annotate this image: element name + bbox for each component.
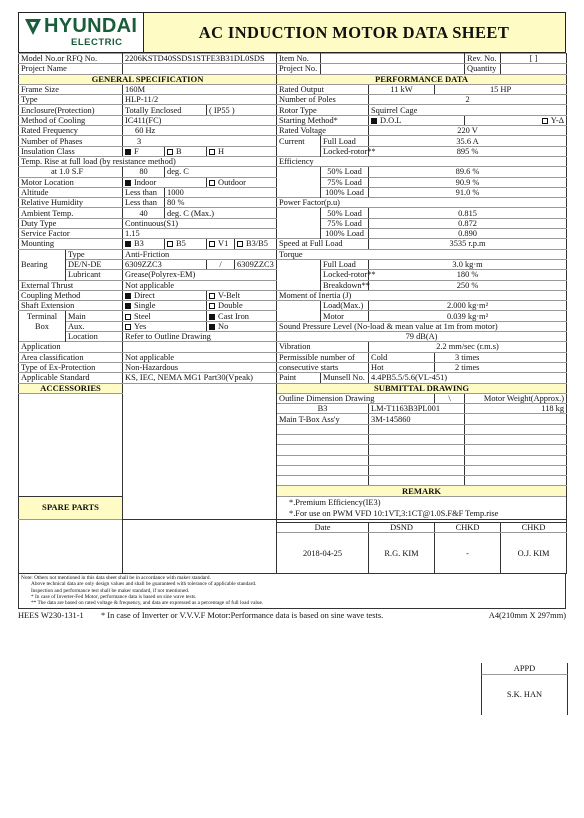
signoff-chkd2: O.J. KIM: [501, 533, 567, 574]
bearing-type-label: Type: [66, 249, 123, 259]
current-full-label: Full Load: [321, 136, 369, 146]
note-line: Inspection and performance test shall be maker standard, if not mentioned.: [31, 587, 190, 594]
coupling-direct-checkbox[interactable]: [125, 293, 131, 299]
project-no-label: Project No.: [277, 64, 321, 74]
rated-voltage-label: Rated Voltage: [277, 126, 369, 136]
enclosure-label: Enclosure(Protection): [19, 105, 123, 115]
terminal-cast-iron-checkbox[interactable]: [209, 314, 215, 320]
insulation-h-option[interactable]: H: [207, 146, 277, 156]
spare-parts-area: [19, 519, 123, 573]
rated-output-hp: 15 HP: [435, 84, 567, 94]
frequency-value: 60 Hz: [123, 126, 277, 136]
mounting-b3b5-option[interactable]: B3/B5: [235, 239, 277, 249]
coupling-vbelt-option[interactable]: V-Belt: [207, 290, 277, 300]
tbox-label: Main T-Box Ass'y: [277, 414, 369, 424]
service-factor-value: 1.15: [123, 229, 277, 239]
signoff-chkd: -: [435, 533, 501, 574]
poles-label: Number of Poles: [277, 95, 369, 105]
starts-cold-label: Cold: [369, 352, 435, 362]
project-no-value: [321, 64, 465, 74]
model-label: Model No.or RFQ No.: [19, 54, 123, 64]
humidity-value: 80 %: [165, 198, 277, 208]
duty-value: Continuous(S1): [123, 218, 277, 228]
model-value: 2206KSTD40SSDS1STFE3B31DL0SDS: [123, 54, 277, 64]
terminal-aux-yes-option[interactable]: Yes: [123, 321, 207, 331]
indoor-checkbox[interactable]: [125, 180, 131, 186]
ambient-label: Ambient Temp.: [19, 208, 123, 218]
motor-weight-value: 118 kg: [465, 404, 567, 414]
power-factor-load-label: 50% Load: [321, 208, 369, 218]
power-factor-value: 0.815: [369, 208, 567, 218]
notes-block: [18, 574, 566, 608]
signoff-dsnd: R.G. KIM: [369, 533, 435, 574]
external-thrust-value: Not applicable: [123, 280, 277, 290]
temp-rise-unit: deg. C: [165, 167, 277, 177]
accessories-area: [19, 393, 123, 496]
locked-rotor-current-value: 895 %: [369, 146, 567, 156]
enclosure-ip: ( IP55 ): [207, 105, 277, 115]
terminal-cast-iron-option[interactable]: Cast Iron: [207, 311, 277, 321]
terminal-aux-label: Aux.: [66, 321, 123, 331]
note-line: Note: Others not mentioned in this data sheet shall be in accordance with maker standard.: [21, 575, 211, 582]
torque-load-label: Full Load: [321, 259, 369, 269]
starts-hot-value: 2 times: [435, 362, 567, 372]
torque-value: 250 %: [369, 280, 567, 290]
starts-label-2: consecutive starts: [277, 362, 369, 372]
dol-option[interactable]: D.O.L: [369, 115, 465, 125]
signoff-appd-header: APPD: [481, 663, 568, 675]
frequency-label: Rated Frequency: [19, 126, 123, 136]
data-sheet: [18, 12, 566, 623]
mounting-b5-checkbox[interactable]: [167, 241, 173, 247]
temp-rise-sf-label: at 1.0 S.F: [19, 167, 123, 177]
rated-output-label: Rated Output: [277, 84, 369, 94]
vibration-label: Vibration: [277, 342, 369, 352]
efficiency-label: Efficiency: [277, 156, 567, 166]
project-name-label: Project Name: [19, 64, 123, 74]
signoff-chkd2-header: CHKD: [501, 522, 567, 532]
phases-label: Number of Phases: [19, 136, 123, 146]
efficiency-value: 91.0 %: [369, 187, 567, 197]
insulation-f-option[interactable]: F: [123, 146, 165, 156]
temp-rise-value: 80: [123, 167, 165, 177]
signoff-chkd-header: CHKD: [435, 522, 501, 532]
ambient-value: 40: [123, 208, 165, 218]
motor-location-label: Motor Location: [19, 177, 123, 187]
torque-load-label: Locked-rotor**: [321, 270, 369, 280]
footer-note: * In case of Inverter or V.V.V.F Motor:Performance data is based on sine wave tests.: [101, 610, 384, 620]
rev-no-label: Rev. No.: [465, 54, 501, 64]
document-title: AC INDUCTION MOTOR DATA SHEET: [198, 23, 510, 42]
cooling-label: Method of Cooling: [19, 115, 123, 125]
efficiency-load-label: 75% Load: [321, 177, 369, 187]
signoff-appd: S.K. HAN: [481, 675, 568, 715]
torque-label: Torque: [277, 249, 567, 259]
signoff-dsnd-header: DSND: [369, 522, 435, 532]
shaft-label: Shaft Extension: [19, 301, 123, 311]
submittal-header: SUBMITTAL DRAWING: [277, 383, 567, 393]
outline-drawing-label: Outline Dimension Drawing: [277, 393, 435, 403]
humidity-prefix: Less than: [123, 198, 165, 208]
performance-header: PERFORMANCE DATA: [277, 74, 567, 84]
hyundai-triangle-icon: [23, 17, 43, 37]
bearing-lubricant-value: Grease(Polyrex-EM): [123, 270, 277, 280]
inertia-load-value: 2.000 kg·m²: [369, 301, 567, 311]
outdoor-checkbox[interactable]: [209, 180, 215, 186]
bearing-de-label: DE/N-DE: [66, 259, 123, 269]
spec-table: [18, 53, 567, 574]
remark-line: *.For use on PWM VFD 10:1VT,3:1CT@1.0S.F&F Temp.rise: [289, 508, 499, 518]
enclosure-value: Totally Enclosed: [123, 105, 207, 115]
terminal-box-label-1: Terminal: [19, 311, 66, 321]
note-line: ** The data are based on rated voltage & frequency, and data are expressed as a percentage of full load value.: [31, 600, 264, 607]
ex-protection-value: Non-Hazardous: [123, 362, 277, 372]
application-label: Application: [19, 342, 123, 352]
current-full-value: 35.6 A: [369, 136, 567, 146]
terminal-main-label: Main: [66, 311, 123, 321]
shaft-double-option[interactable]: Double: [207, 301, 277, 311]
phases-value: 3: [123, 136, 277, 146]
torque-value: 3.0 kg·m: [369, 259, 567, 269]
brand-logo: [19, 13, 144, 52]
rated-voltage-value: 220 V: [369, 126, 567, 136]
altitude-value: 1000: [165, 187, 277, 197]
insulation-b-option[interactable]: B: [165, 146, 207, 156]
shaft-single-option[interactable]: Single: [123, 301, 207, 311]
mounting-b3-option[interactable]: B3: [123, 239, 165, 249]
poles-value: 2: [369, 95, 567, 105]
ex-protection-label: Type of Ex-Protection: [19, 362, 123, 372]
inertia-load-label: Load(Max.): [321, 301, 369, 311]
coupling-direct-option[interactable]: Direct: [123, 290, 207, 300]
quantity-label: Quantity: [465, 64, 501, 74]
cooling-value: IC411(FC): [123, 115, 277, 125]
power-factor-value: 0.890: [369, 229, 567, 239]
sound-value: 79 dB(A): [277, 332, 567, 342]
rotor-type-value: Squirrel Cage: [369, 105, 567, 115]
brand-subtitle: ELECTRIC: [71, 37, 123, 48]
terminal-location-value: Refer to Outline Drawing: [123, 332, 277, 342]
external-thrust-label: External Thrust: [19, 280, 123, 290]
duty-label: Duty Type: [19, 218, 123, 228]
paint-value: 4.4PB5.5/5.6(VL-451): [369, 373, 567, 383]
service-factor-label: Service Factor: [19, 229, 123, 239]
star-delta-checkbox[interactable]: [542, 118, 548, 124]
efficiency-value: 89.6 %: [369, 167, 567, 177]
altitude-label: Altitude: [19, 187, 123, 197]
rotor-type-label: Rotor Type: [277, 105, 369, 115]
starting-method-label: Starting Method*: [277, 115, 369, 125]
coupling-vbelt-checkbox[interactable]: [209, 293, 215, 299]
general-spec-header: GENERAL SPECIFICATION: [19, 74, 277, 84]
temp-rise-label: Temp. Rise at full load (by resistance method): [19, 156, 277, 166]
efficiency-value: 90.9 %: [369, 177, 567, 187]
inertia-motor-label: Motor: [321, 311, 369, 321]
starts-hot-label: Hot: [369, 362, 435, 372]
outdoor-option[interactable]: Outdoor: [207, 177, 277, 187]
indoor-option[interactable]: Indoor: [123, 177, 207, 187]
starts-cold-value: 3 times: [435, 352, 567, 362]
vibration-value: 2.2 mm/sec (r.m.s): [369, 342, 567, 352]
quantity-value: [501, 64, 567, 74]
accessories-header: ACCESSORIES: [19, 383, 123, 393]
bearing-separator: /: [207, 259, 235, 269]
terminal-aux-no-checkbox[interactable]: [209, 324, 215, 330]
mounting-label: Mounting: [19, 239, 123, 249]
current-label: Current: [277, 136, 321, 146]
spare-parts-header: SPARE PARTS: [19, 496, 123, 519]
dol-checkbox[interactable]: [371, 118, 377, 124]
rated-output-kw: 11 kW: [369, 84, 435, 94]
locked-rotor-current-label: Locked-rotor**: [321, 146, 369, 156]
bearing-de-value: 6309ZZC3: [123, 259, 207, 269]
insulation-b-checkbox[interactable]: [167, 149, 173, 155]
form-code: HEES W230-131-1: [18, 610, 84, 620]
item-no-label: Item No.: [277, 54, 321, 64]
remark-header: REMARK: [277, 486, 567, 496]
type-value: HLP-11/2: [123, 95, 277, 105]
munsell-label: Munsell No.: [321, 373, 369, 383]
terminal-aux-yes-checkbox[interactable]: [125, 324, 131, 330]
tbox-drawing-number: 3M-145860: [369, 414, 465, 424]
remark-line: *.Premium Efficiency(IE3): [289, 497, 381, 507]
insulation-f-checkbox[interactable]: [125, 149, 131, 155]
coupling-label: Coupling Method: [19, 290, 123, 300]
altitude-prefix: Less than: [123, 187, 165, 197]
speed-label: Speed at Full Load: [277, 239, 369, 249]
sheet-header: [18, 12, 566, 53]
sound-label: Sound Pressure Level (No-load & mean value at 1m from motor): [277, 321, 567, 331]
torque-value: 180 %: [369, 270, 567, 280]
drawing-mount: B3: [277, 404, 369, 414]
mounting-b5-option[interactable]: B5: [165, 239, 207, 249]
bearing-label: Bearing: [19, 259, 66, 269]
drawing-number: LM-T1163B3PL001: [369, 404, 465, 414]
inertia-label: Moment of Inertia (J): [277, 290, 567, 300]
bearing-type-value: Anti-Friction: [123, 249, 277, 259]
paint-label: Paint: [277, 373, 321, 383]
note-line: Above technical data are only design values and shall be guaranteed with tolerance of applicable standard.: [31, 581, 257, 588]
area-value: Not applicable: [123, 352, 277, 362]
terminal-aux-no-option[interactable]: No: [207, 321, 277, 331]
power-factor-load-label: 75% Load: [321, 218, 369, 228]
frame-size-label: Frame Size: [19, 84, 123, 94]
power-factor-label: Power Factor(p.u): [277, 198, 567, 208]
signoff-date-header: Date: [277, 522, 369, 532]
insulation-label: Insulation Class: [19, 146, 123, 156]
paper-size: A4(210mm X 297mm): [488, 610, 566, 620]
humidity-label: Relative Humidity: [19, 198, 123, 208]
ambient-unit: deg. C (Max.): [165, 208, 277, 218]
speed-value: 3535 r.p.m: [369, 239, 567, 249]
power-factor-value: 0.872: [369, 218, 567, 228]
torque-load-label: Breakdown**: [321, 280, 369, 290]
type-label: Type: [19, 95, 123, 105]
terminal-steel-checkbox[interactable]: [125, 314, 131, 320]
efficiency-load-label: 100% Load: [321, 187, 369, 197]
brand-name: HYUNDAI: [44, 15, 138, 37]
frame-size-value: 160M: [123, 84, 277, 94]
terminal-steel-option[interactable]: Steel: [123, 311, 207, 321]
item-no-value: [321, 54, 465, 64]
insulation-h-checkbox[interactable]: [209, 149, 215, 155]
area-label: Area classification: [19, 352, 123, 362]
mounting-b3-checkbox[interactable]: [125, 241, 131, 247]
standard-label: Applicable Standard: [19, 373, 123, 383]
bearing-lubricant-label: Lubricant: [66, 270, 123, 280]
outline-slash: \: [435, 393, 465, 403]
rev-no-value: [ ]: [501, 54, 567, 64]
shaft-double-checkbox[interactable]: [209, 303, 215, 309]
mounting-b3b5-checkbox[interactable]: [237, 241, 243, 247]
application-value: [123, 342, 277, 352]
mounting-v1-checkbox[interactable]: [209, 241, 215, 247]
inertia-motor-value: 0.039 kg·m²: [369, 311, 567, 321]
note-line: * In case of Inverter-Fed Motor, performance data is based on sine wave tests.: [31, 593, 197, 600]
bearing-nde-value: 6309ZZC3: [235, 259, 277, 269]
power-factor-load-label: 100% Load: [321, 229, 369, 239]
terminal-location-label: Location: [66, 332, 123, 342]
efficiency-load-label: 50% Load: [321, 167, 369, 177]
project-name-value: [123, 64, 277, 74]
signoff-date: 2018-04-25: [277, 533, 369, 574]
remark-area: [277, 496, 567, 519]
terminal-box-label-2: Box: [19, 321, 66, 331]
starts-label-1: Permissible number of: [277, 352, 369, 362]
star-delta-option[interactable]: Y-Δ: [465, 115, 567, 125]
standard-value: KS, IEC, NEMA MG1 Part30(Vpeak): [123, 373, 277, 383]
motor-weight-label: Motor Weight(Approx.): [465, 393, 567, 403]
page-footer: [18, 611, 566, 623]
mounting-v1-option[interactable]: V1: [207, 239, 235, 249]
shaft-single-checkbox[interactable]: [125, 303, 131, 309]
